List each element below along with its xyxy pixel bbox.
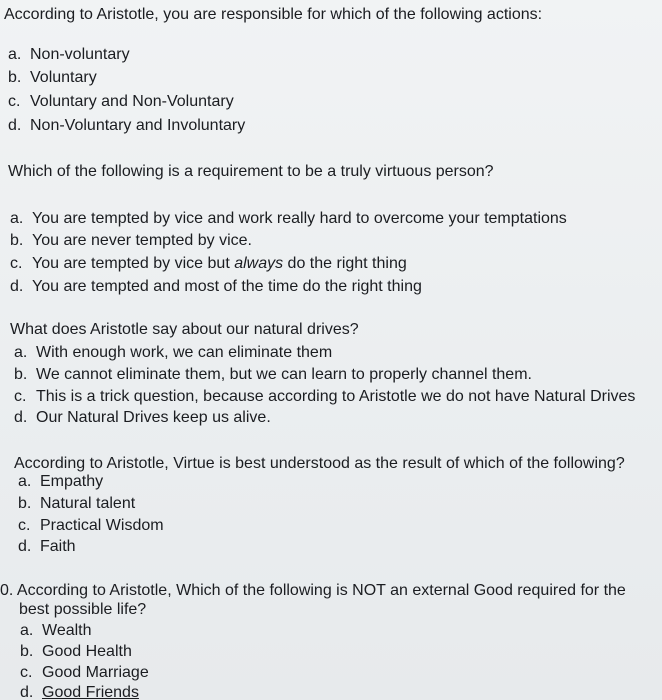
option-text: You are tempted by vice and work really hard to overcome your temptations [32,210,567,227]
option-text: This is a trick question, because according to Aristotle we do not have Natural Drives [36,388,636,405]
option-letter: a. [18,473,32,490]
option-text: Voluntary and Non-Voluntary [30,93,234,110]
option-letter: a. [8,46,22,63]
question-3-text: What does Aristotle say about our natural drives? [10,321,359,338]
question-5-option-a [20,622,92,640]
option-letter: b. [14,366,28,383]
option-text: Practical Wisdom [40,517,164,534]
option-letter: d. [10,278,24,295]
option-text: You are tempted and most of the time do the right thing [32,278,422,295]
option-letter: d. [18,538,32,555]
question-2-option-b [10,232,252,250]
question-5-option-c [20,664,149,682]
question-5-option-d [20,684,139,700]
question-2-text: Which of the following is a requirement to be a truly virtuous person? [8,163,494,180]
option-letter: c. [10,255,23,272]
question-5-text-line-2: best possible life? [19,601,147,618]
option-text: Wealth [42,622,92,639]
option-letter: b. [10,232,24,249]
option-text: Non-voluntary [30,46,130,63]
option-text: Faith [40,538,76,555]
option-letter: c. [14,388,27,405]
option-letter: d. [20,684,34,700]
option-letter: d. [14,409,28,426]
option-letter: b. [8,69,22,86]
option-letter: c. [8,93,21,110]
option-text: You are never tempted by vice. [32,232,252,249]
question-4-option-b [18,495,135,513]
question-1-text: According to Aristotle, you are responsible for which of the following actions: [4,6,543,23]
question-4-text: According to Aristotle, Virtue is best understood as the result of which of the following? [14,455,625,472]
option-text: Empathy [40,473,104,490]
option-text-emphasis: always [234,255,284,272]
question-5-option-b [20,643,132,661]
question-2-option-a [10,210,567,228]
question-4-option-c [18,517,164,535]
question-2-option-d [10,278,422,296]
option-text: Natural talent [40,495,136,512]
question-1-option-b [8,69,97,87]
option-text-post: do the right thing [283,255,407,272]
question-3-option-b [14,366,532,384]
question-1-option-a [8,46,130,64]
option-text: Good Health [42,643,132,660]
option-letter: c. [18,517,31,534]
option-text: With enough work, we can eliminate them [36,344,333,361]
question-3-option-c [14,388,635,406]
option-letter: a. [20,622,34,639]
question-3-option-d [14,409,271,427]
question-5-text-line-1: 0. According to Aristotle, Which of the following is NOT an external Good required for the [0,582,626,599]
option-text: Non-Voluntary and Involuntary [30,117,246,134]
option-letter: d. [8,117,22,134]
option-text: Our Natural Drives keep us alive. [36,409,271,426]
question-4-option-a [18,473,103,491]
option-letter: a. [10,210,24,227]
option-text-pre: You are tempted by vice but [32,255,235,272]
question-1-option-d [8,117,245,135]
question-3-option-a [14,344,332,362]
option-text: Good Friends [42,684,139,700]
option-letter: b. [18,495,32,512]
option-letter: a. [14,344,28,361]
question-1-option-c [8,93,234,111]
option-text: We cannot eliminate them, but we can learn to properly channel them. [36,366,532,383]
question-2-option-c [10,255,407,273]
option-text: Good Marriage [42,664,149,681]
option-letter: c. [20,664,33,681]
option-letter: b. [20,643,34,660]
option-text: Voluntary [30,69,97,86]
question-4-option-d [18,538,76,556]
